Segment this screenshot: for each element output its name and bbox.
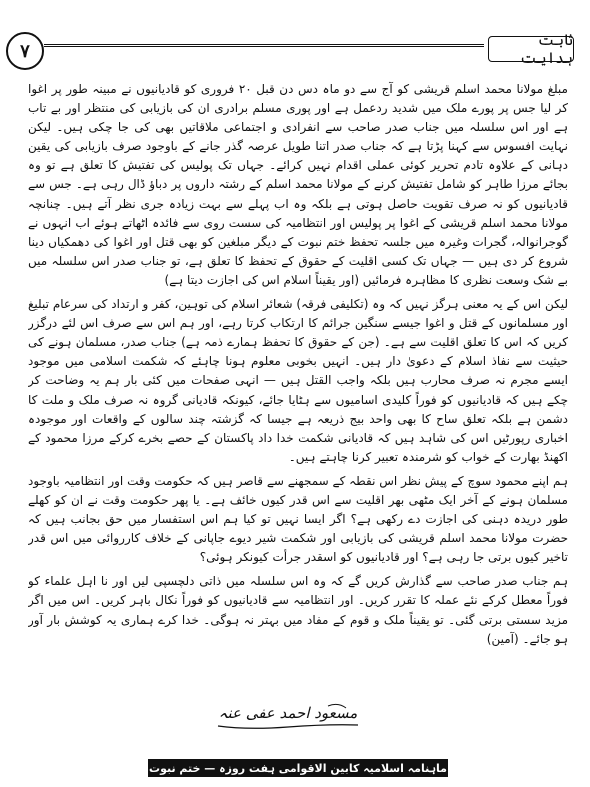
paragraph-2: لیکن اس کے یہ معنی ہرگز نہیں کہ وہ (تکلیفی فرقہ) شعائر اسلام کی توہین، کفر و ارتداد کی سرعام تبلیغ اور مسلمانوں کے قتل و اغوا جیسے سنگین جرائم کا ارتکاب کرتا رہے، اور ہم اس سے صرف اس لئے درگزر کریں کہ اس کا تعلق اقلیت سے ہے۔ (جن کے حقوق کا تحفظ ہمارے ذمہ ہے) جناب صدر، مسلمان ہونے کی حیثیت سے نفاذ اسلام کے دعویٰ دار ہیں۔ انہیں بخوبی معلوم ہونا چاہئے کہ شکمت اسلامی میں موجود ایسے مجرم نہ صرف محارب ہیں بلکہ واجب القتل ہیں — انہی صفحات میں کئی بار ہم یہ وضاحت کر چکے ہیں کہ قادیانیوں کو فوراً کلیدی اسامیوں سے ہٹایا جائے، کیونکہ قادیانی گروہ نہ صرف ملک و ملت کا دشمن ہے بلکہ تعلق ساح کا بھی واحد بیج ذریعہ ہے جیسا کہ گزشتہ چند سالوں کے واقعات اور موجودہ اخباری رپورٹیں اس کی شاہد ہیں کہ قادیانی شکمت خدا داد پاکستان کے حصے بخرے کرکے مرزا محمود کے اکھنڈ بھارت کے خواب کو شرمندہ تعبیر کرنا چاہتے ہیں۔ — [28, 297, 568, 464]
signature — [208, 700, 368, 732]
page-number: ۷ — [20, 40, 30, 62]
signature-name: مسعود احمد عفی عنہ — [218, 704, 358, 722]
footer-banner — [148, 759, 448, 777]
footer-banner-text: ماہنامہ اسلامیہ کابین الاقوامی ہفت روزہ — ختم نبوت — [149, 761, 447, 775]
paragraph-4: ہم جناب صدر صاحب سے گذارش کریں گے کہ وہ اس سلسلہ میں ذاتی دلچسپی لیں اور نا اہل علماء کو فوراً معطل کرکے نئے عملہ کا تقرر کریں۔ اور انتظامیہ سے قادیانیوں کو فوراً نکال باہر کریں۔ اس میں اگر مزید سستی برتی گئی۔ تو یقیناً ملک و قوم کے مفاد میں بہتر نہ ہوگی۔ خدا کرے ہماری یہ کوشش بار آور ہو جائے۔ (آمین) — [28, 574, 568, 646]
header-title-box — [488, 31, 574, 67]
paragraph-1: مبلغ مولانا محمد اسلم قریشی کو آج سے دو ماہ دس دن قبل ۲۰ فروری کو قادیانیوں نے مبینہ طور پر اغوا کر لیا جس پر پورے ملک میں شدید ردعمل ہے اور پوری مسلم برادری ان کی بازیابی کی منتظر اور بے تاب ہے اور اس سلسلہ میں جناب صدر صاحب سے انفرادی و اجتماعی ملاقاتیں بھی کی جا چکی ہیں۔ لیکن نہایت افسوس سے کہنا پڑتا ہے کہ جناب صدر اتنا طویل عرصہ گذر جانے کے باوجود صرف بازیابی کی یقین دہانی کے علاوہ تادم تحریر کوئی عملی اقدام نہیں کرائے۔ جہاں تک پولیس کی تفتیش کا تعلق ہے تو وہ بجائے مرزا طاہر کو شامل تفتیش کرنے کے مولانا محمد اسلم کے رشتہ داروں پر دباؤ ڈال رہی ہے۔ جس سے قادیانیوں کو نہ صرف تقویت حاصل ہوتی ہے بلکہ وہ اب پہلے سے بہت زیادہ جری نظر آتے ہیں۔ چنانچہ مولانا محمد اسلم قریشی کے اغوا پر پولیس اور انتظامیہ کی سست روی سے فائدہ اٹھاتے ہوئے اب انہوں نے گوجرانوالہ، گجرات وغیرہ میں جلسہ تحفظ ختم نبوت کے دیگر مبلغین کو بھی قتل اور اغوا کی دھمکیاں دینا شروع کر دی ہیں — جہاں تک کسی اقلیت کے حقوق کے تحفظ کا تعلق ہے، تو جناب صدر اس سلسلہ میں بے شک وسعت نظری کا مظاہرہ فرمائیں (اور یقیناً اسلام اس کی اجازت دیتا ہے) — [28, 82, 568, 287]
paragraph-3: ہم اپنے محمود سوچ کے پیش نظر اس نقطہ کے سمجھنے سے قاصر ہیں کہ حکومت وقت اور انتظامیہ باوجود مسلمان ہونے کے آخر ایک مٹھی بھر اقلیت سے اس قدر کیوں خائف ہے۔ یا پھر حکومت وقت نے ان کو کھلے طور دریدہ دہنی کی اجازت دے رکھی ہے؟ اگر ایسا نہیں تو کیا ہم اس استفسار میں حق بجانب ہیں کہ حضرت مولانا محمد اسلم قریشی کی بازیابی اور شکمت شیر دیوے جاپانی کے خلاف کارروائی میں اس قدر تاخیر کیوں برتی جا رہی ہے؟ اور قادیانیوں کو اسقدر جرأت کیونکر ہوئی؟ — [28, 473, 568, 565]
header-title: ثابت ہدایت — [520, 31, 573, 67]
header-rule — [44, 44, 484, 47]
article-body — [28, 80, 568, 685]
page-number-badge — [6, 32, 44, 70]
